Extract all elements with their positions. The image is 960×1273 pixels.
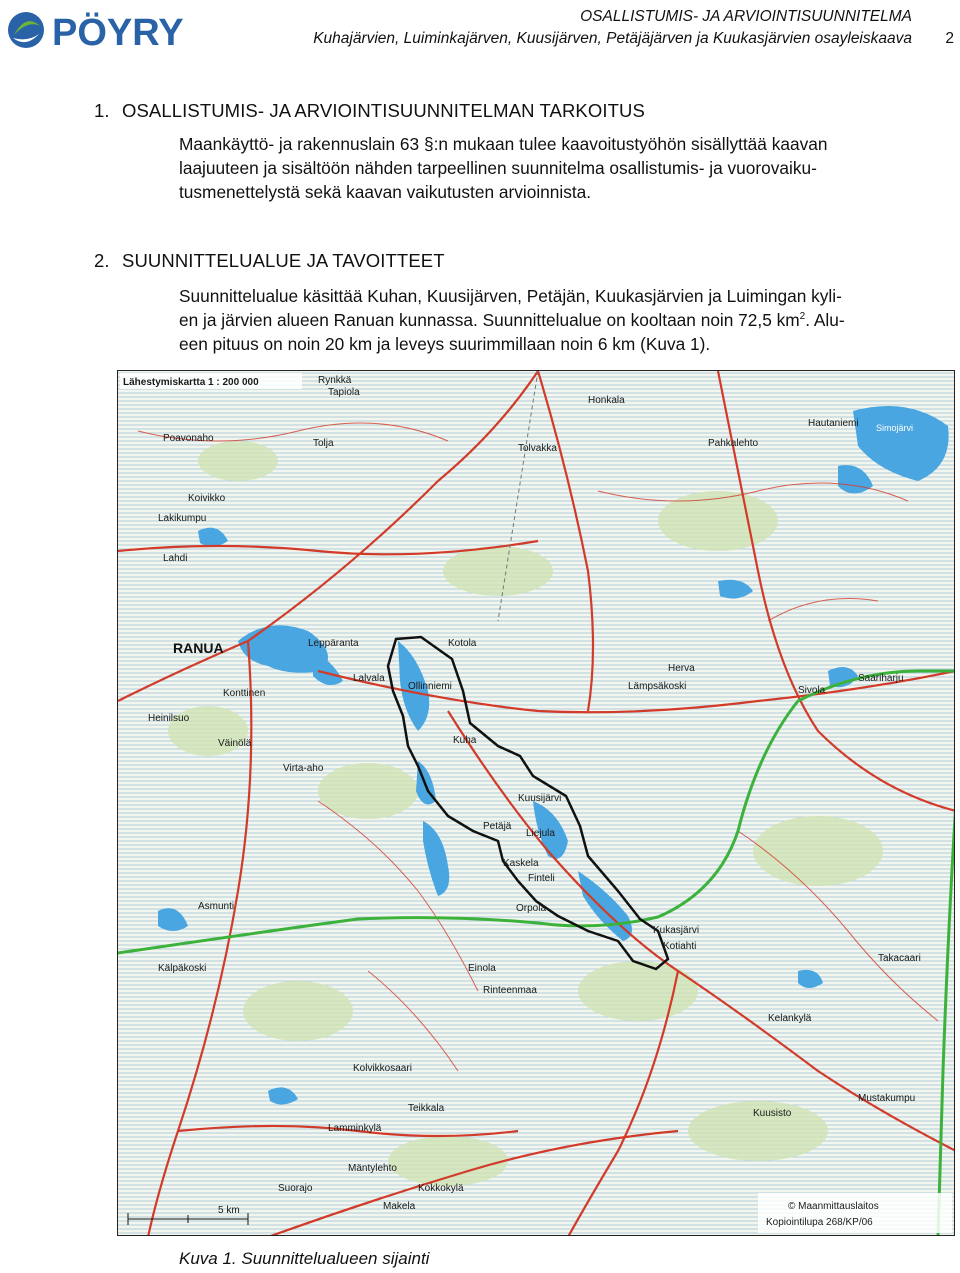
place-label: Lamminkylä <box>328 1123 382 1134</box>
copyright-line-2: Kopiointilupa 268/KP/06 <box>766 1217 873 1228</box>
document-title: OSALLISTUMIS- JA ARVIOINTISUUNNITELMA <box>580 8 912 25</box>
place-label: Makela <box>383 1201 416 1212</box>
document-subtitle: Kuhajärvien, Luiminkajärven, Kuusijärven, Petäjäjärven ja Kuukasjärvien osayleiskaava <box>313 30 912 47</box>
place-label: Mäntylehto <box>348 1163 397 1174</box>
place-label: Takacaari <box>878 953 921 964</box>
line-text: . Alu- <box>805 310 845 330</box>
place-label: Kukasjärvi <box>653 925 700 936</box>
place-label: Liejula <box>526 828 555 839</box>
poyry-logo <box>4 8 244 52</box>
section-number: 1. <box>94 100 110 121</box>
place-label: Petäjä <box>483 821 512 832</box>
place-label: Hautaniemi <box>808 418 859 429</box>
place-label: Sivola <box>798 685 826 696</box>
place-label: Einola <box>468 963 496 974</box>
map-title: Lähestymiskartta 1 : 200 000 <box>123 377 259 388</box>
place-label: Asmunti <box>198 901 235 912</box>
place-label: Kotiahti <box>663 941 697 952</box>
place-label: Herva <box>668 663 695 674</box>
place-label: Väinölä <box>218 738 252 749</box>
place-label: Kälpäkoski <box>158 963 207 974</box>
paragraph-line <box>179 308 951 332</box>
place-label: Rinteenmaa <box>483 985 537 996</box>
place-label: Tapiola <box>328 387 360 398</box>
place-label: Leppäranta <box>308 638 359 649</box>
place-label: Suorajo <box>278 1183 313 1194</box>
location-map <box>117 370 955 1236</box>
place-label: Finteli <box>528 873 555 884</box>
place-label: Saariharju <box>858 673 904 684</box>
place-label: Tolvakka <box>518 443 557 454</box>
copyright-line-1: © Maanmittauslaitos <box>788 1201 879 1212</box>
place-label: Mustakumpu <box>858 1093 916 1104</box>
section-2-heading <box>94 250 445 272</box>
place-label: Lakikumpu <box>158 513 207 524</box>
logo-wordmark: PÖYRY <box>52 12 184 52</box>
place-label: Kokkokylä <box>418 1183 464 1194</box>
place-label: Kuha <box>453 735 477 746</box>
page-header <box>0 0 960 60</box>
place-label: Poavonaho <box>163 433 214 444</box>
place-label: Konttinen <box>223 688 266 699</box>
place-label: Ollinniemi <box>408 681 452 692</box>
page-number: 2 <box>945 30 954 47</box>
place-label: Kaskela <box>503 858 539 869</box>
place-label: Koivikko <box>188 493 226 504</box>
paragraph-line: een pituus on noin 20 km ja leveys suurimmillaan noin 6 km (Kuva 1). <box>179 334 711 354</box>
section-1-heading <box>94 100 645 122</box>
town-label: RANUA <box>173 640 224 656</box>
section-1-paragraph <box>179 132 951 204</box>
place-label: Teikkala <box>408 1103 445 1114</box>
paragraph-line: tusmenettelystä sekä kaavan vaikutusten arvioinnista. <box>179 182 592 202</box>
section-2-paragraph <box>179 284 951 356</box>
place-label: Lalvala <box>353 673 385 684</box>
paragraph-line: Suunnittelualue käsittää Kuhan, Kuusijärven, Petäjän, Kuukasjärvien ja Luimingan kyli- <box>179 286 842 306</box>
line-text: en ja järvien alueen Ranuan kunnassa. Suunnittelualue on kooltaan noin 72,5 km <box>179 310 800 330</box>
place-label: Virta-aho <box>283 763 324 774</box>
place-label: Pahkalehto <box>708 438 759 449</box>
place-label: Rynkkä <box>318 375 352 386</box>
place-label: Lämpsäkoski <box>628 681 687 692</box>
scale-label: 5 km <box>218 1205 240 1216</box>
place-label: Heinilsuo <box>148 713 190 724</box>
place-label: Kelankylä <box>768 1013 812 1024</box>
lake-label: Simojärvi <box>876 423 914 433</box>
superscript: 2 <box>799 311 806 323</box>
section-number: 2. <box>94 250 110 271</box>
figure-caption: Kuva 1. Suunnittelualueen sijainti <box>179 1249 430 1268</box>
section-title: SUUNNITTELUALUE JA TAVOITTEET <box>122 250 445 271</box>
place-label: Kuusijärvi <box>518 793 562 804</box>
place-label: Honkala <box>588 395 625 406</box>
place-label: Kuusisto <box>753 1108 792 1119</box>
place-label: Tolja <box>313 438 334 449</box>
place-label: Kotola <box>448 638 477 649</box>
paragraph-line: Maankäyttö- ja rakennuslain 63 §:n mukaan tulee kaavoitustyöhön sisällyttää kaavan <box>179 134 828 154</box>
place-label: Kolvikkosaari <box>353 1063 412 1074</box>
place-label: Lahdi <box>163 553 188 564</box>
paragraph-line: laajuuteen ja sisältöön nähden tarpeellinen suunnitelma osallistumis- ja vuorovaiku- <box>179 158 817 178</box>
place-label: Orpola <box>516 903 547 914</box>
section-title: OSALLISTUMIS- JA ARVIOINTISUUNNITELMAN TARKOITUS <box>122 100 645 121</box>
